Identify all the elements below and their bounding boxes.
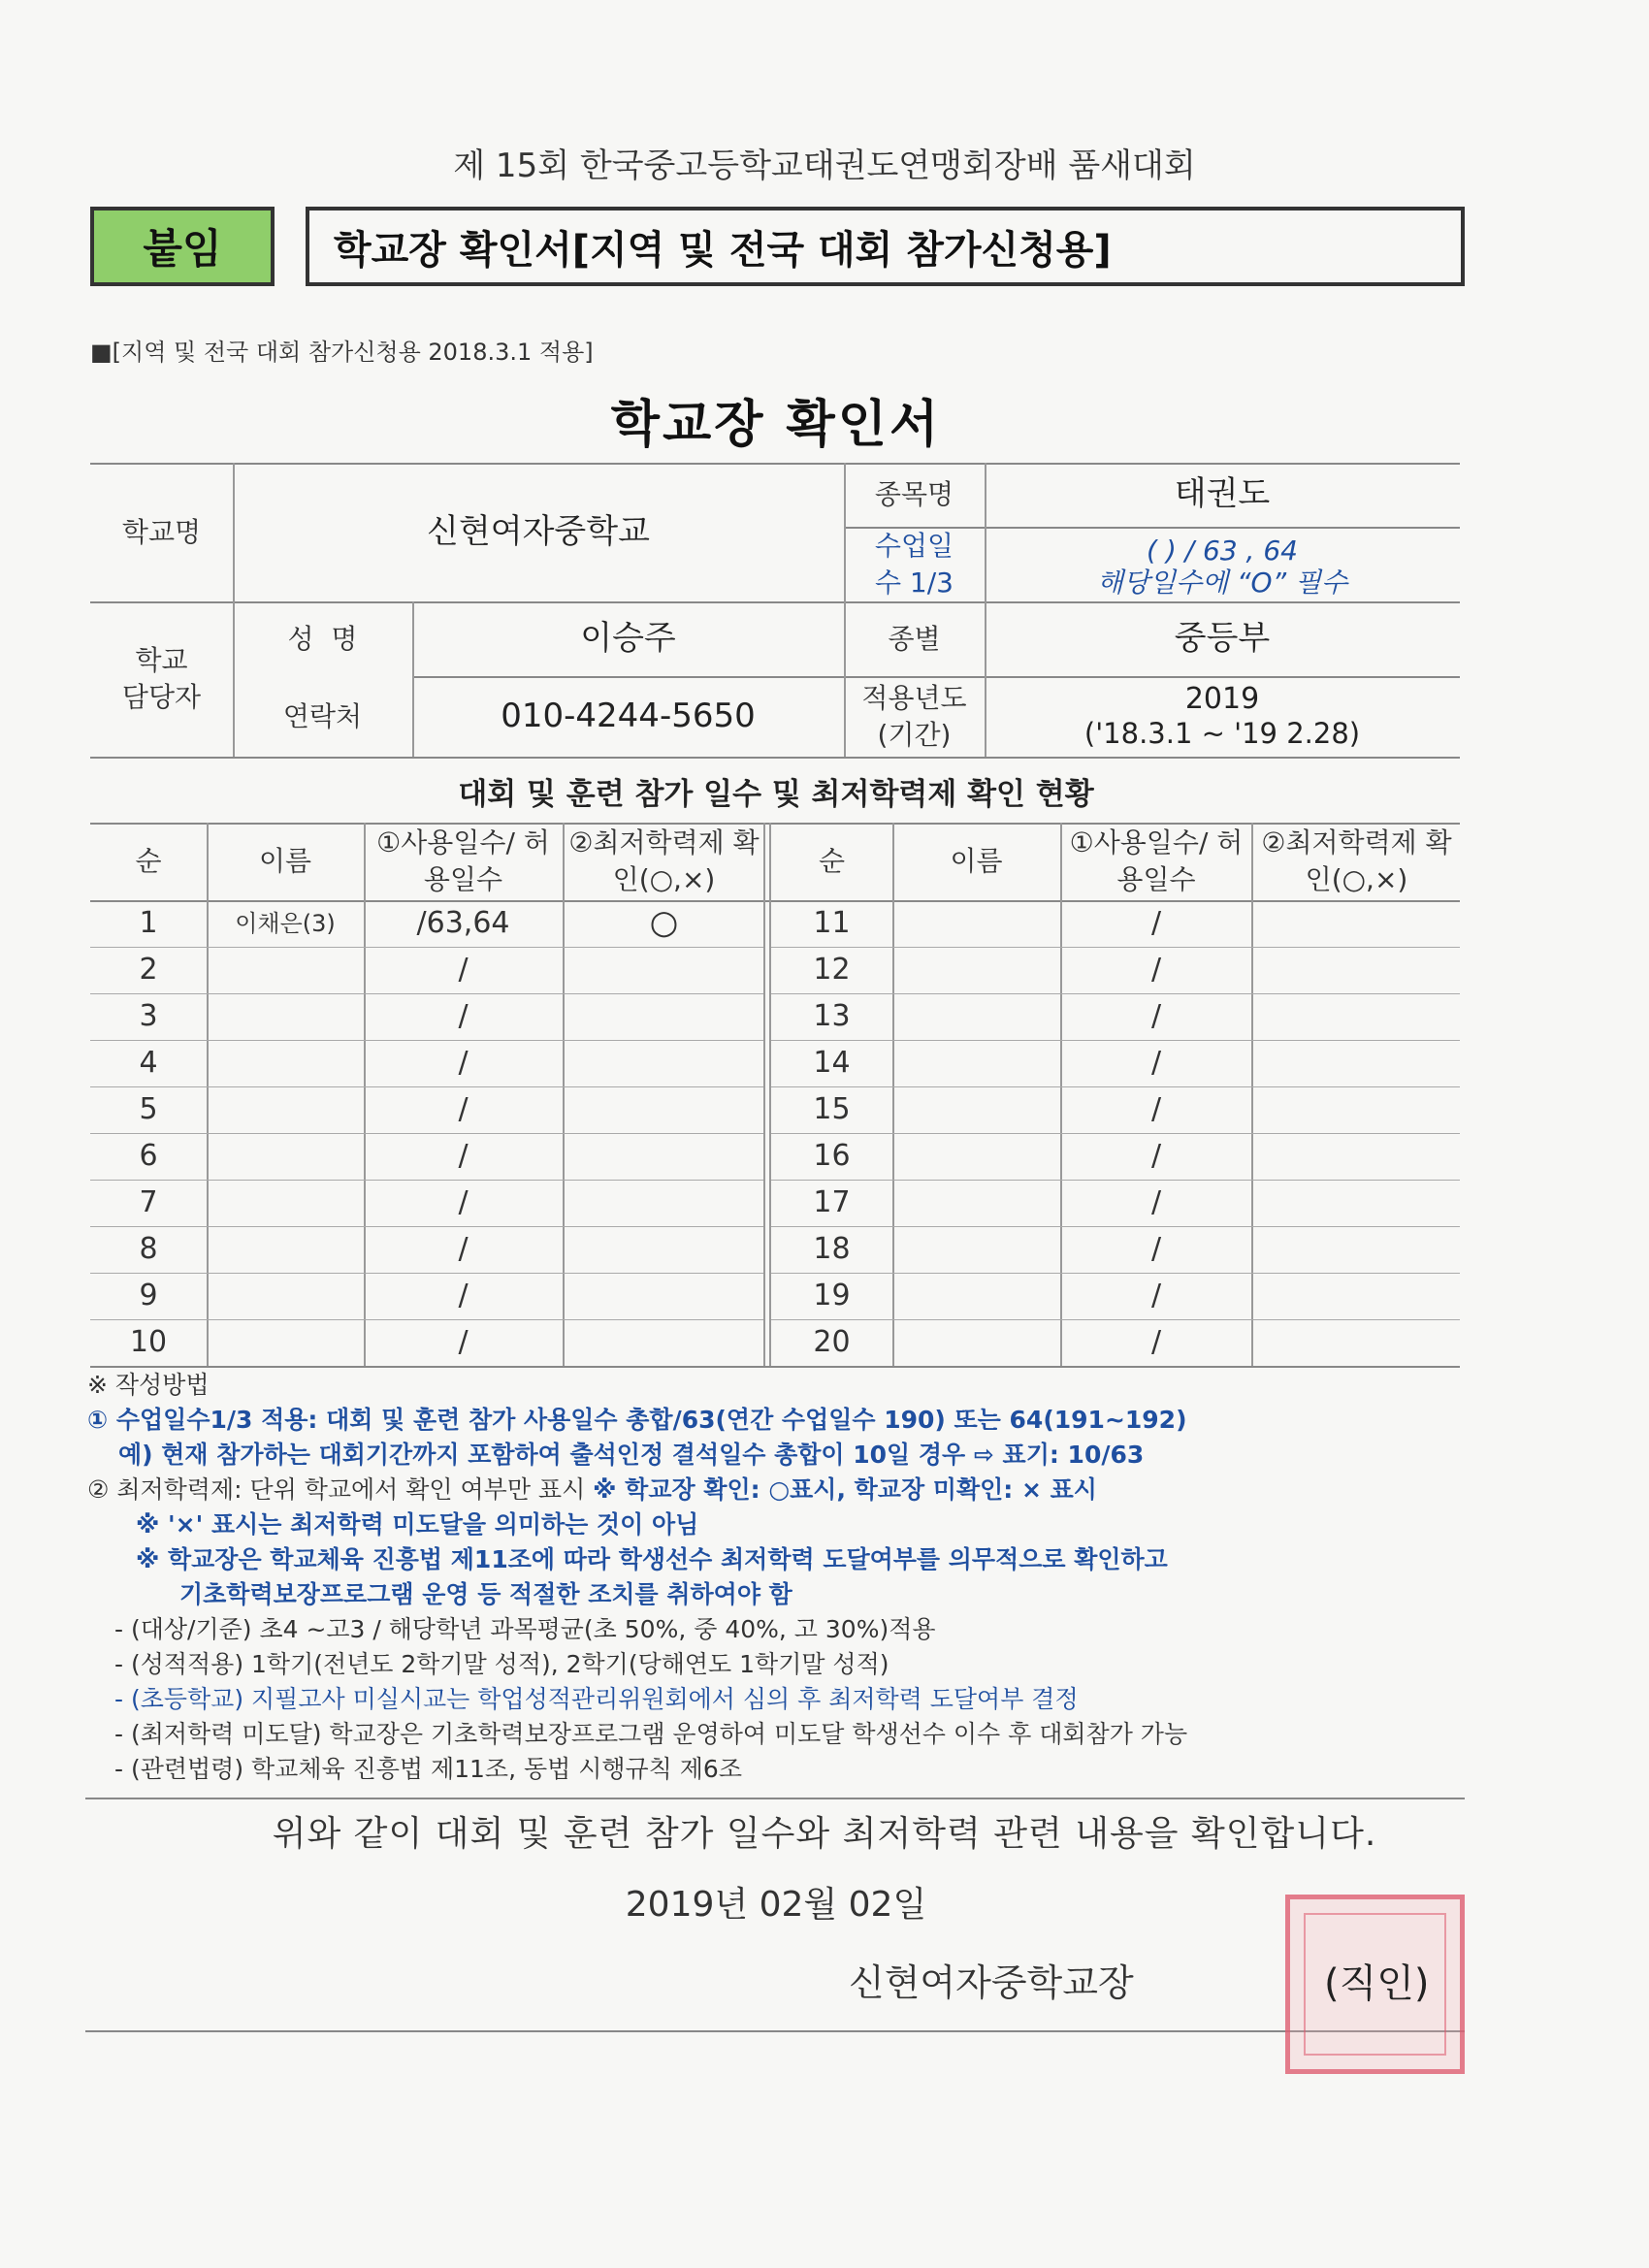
table-cell-check	[1253, 993, 1460, 1040]
table-cell-no: 5	[139, 1091, 158, 1126]
table-cell-no: 18	[813, 1231, 851, 1266]
table-cell-name	[892, 1133, 1060, 1180]
class-days-label: 수업일수 1/3	[874, 529, 954, 599]
name-value: 이승주	[580, 618, 676, 658]
phone-value: 010-4244-5650	[501, 696, 756, 735]
table-cell-name	[892, 993, 1060, 1040]
section-title: 대회 및 훈련 참가 일수 및 최저학력제 확인 현황	[458, 777, 1094, 812]
table-cell-no: 3	[139, 998, 158, 1033]
table-cell-check	[1253, 1273, 1460, 1319]
header-no: 순	[135, 845, 162, 878]
table-cell-check	[1253, 1040, 1460, 1086]
table-cell-check	[565, 1180, 763, 1226]
divider	[364, 823, 366, 1366]
table-cell-check	[565, 993, 763, 1040]
table-cell-check	[1253, 947, 1460, 993]
school-name-label: 학교명	[121, 515, 202, 548]
table-cell-check	[565, 947, 763, 993]
header-check: ②최저학력제 확인(○,×)	[568, 826, 760, 895]
year-label: 적용년도 (기간)	[861, 681, 967, 751]
detail-5: - (관련법령) 학교체육 진흥법 제11조, 동법 시행규칙 제6조	[114, 1755, 742, 1783]
event-value: 태권도	[1174, 474, 1271, 514]
principal-name: 신현여자중학교장	[849, 1961, 1134, 2004]
table-cell-no: 1	[139, 905, 158, 940]
category-value: 중등부	[1174, 618, 1271, 658]
table-cell-days: /	[458, 1231, 469, 1266]
table-cell-no: 9	[139, 1278, 158, 1312]
confirm-statement: 위와 같이 대회 및 훈련 참가 일수와 최저학력 관련 내용을 확인합니다.	[272, 1814, 1377, 1854]
table-cell-check	[1253, 1180, 1460, 1226]
header-check: ②최저학력제 확인(○,×)	[1261, 826, 1452, 895]
table-cell-days: /	[1150, 1138, 1162, 1173]
detail-2: - (성적적용) 1학기(전년도 2학기말 성적), 2학기(당해연도 1학기말 성적)	[114, 1650, 889, 1678]
table-cell-check	[565, 1273, 763, 1319]
table-cell-name	[892, 900, 1060, 947]
confirm-date: 2019년 02월 02일	[625, 1885, 927, 1925]
table-cell-days: /	[458, 1138, 469, 1173]
table-cell-no: 11	[813, 905, 851, 940]
table-cell-days: /	[1150, 1091, 1162, 1126]
table-cell-days: /	[458, 998, 469, 1033]
table-cell-no: 15	[813, 1091, 851, 1126]
note-2a-bold: ※ 학교장 확인: ○표시, 학교장 미확인: × 표시	[593, 1475, 1097, 1504]
header-no: 순	[818, 845, 846, 878]
table-cell-no: 6	[139, 1138, 158, 1173]
note-2b: ※ '×' 표시는 최저학력 미도달을 의미하는 것이 아님	[136, 1510, 699, 1539]
notes-heading: ※ 작성방법	[87, 1371, 210, 1399]
divider	[1060, 823, 1062, 1366]
event-label: 종목명	[874, 478, 954, 511]
phone-label: 연락처	[282, 699, 363, 732]
table-cell-days: /	[1150, 952, 1162, 987]
table-cell-days: /	[1150, 1324, 1162, 1359]
table-cell-name	[892, 947, 1060, 993]
table-cell-name	[892, 1273, 1060, 1319]
table-cell-days: /	[1150, 1231, 1162, 1266]
table-cell-no: 10	[129, 1324, 168, 1359]
table-cell-check	[1253, 1319, 1460, 1366]
contact-label: 학교 담당자	[121, 644, 202, 713]
table-cell-name	[207, 947, 364, 993]
event-title: 제 15회 한국중고등학교태권도연맹회장배 품새대회	[453, 146, 1196, 185]
class-days-value: ( ) / 63 , 64	[1147, 535, 1298, 567]
divider	[85, 2030, 1465, 2032]
table-cell-no: 2	[139, 952, 158, 987]
table-cell-check	[565, 1133, 763, 1180]
table-cell-name	[892, 1040, 1060, 1086]
table-cell-days: /	[458, 1091, 469, 1126]
detail-4: - (최저학력 미도달) 학교장은 기초학력보장프로그램 운영하여 미도달 학생선수 이수 후 대회참가 가능	[114, 1720, 1188, 1748]
table-cell-days: /	[458, 952, 469, 987]
table-cell-name	[207, 1040, 364, 1086]
table-cell-days: /	[458, 1324, 469, 1359]
category-label: 종별	[888, 622, 941, 655]
note-2a-plain: ② 최저학력제: 단위 학교에서 확인 여부만 표시	[87, 1475, 586, 1504]
table-cell-days: /	[1150, 1045, 1162, 1080]
table-cell-check	[1253, 1226, 1460, 1273]
table-cell-no: 19	[813, 1278, 851, 1312]
table-cell-name	[892, 1319, 1060, 1366]
note-2a	[87, 1473, 1484, 1507]
note-1a: ① 수업일수1/3 적용: 대회 및 훈련 참가 사용일수 총합/63(연간 수업일수 190) 또는 64(191~192)	[87, 1406, 1187, 1434]
school-name-value: 신현여자중학교	[427, 511, 650, 551]
header-days: ①사용일수/ 허용일수	[376, 826, 550, 895]
name-label: 성 명	[287, 622, 358, 655]
table-cell-no: 17	[813, 1184, 851, 1219]
table-cell-name	[207, 1226, 364, 1273]
table-cell-name	[207, 1180, 364, 1226]
table-cell-check	[565, 1319, 763, 1366]
table-cell-days: /	[1150, 1184, 1162, 1219]
table-cell-check	[1253, 900, 1460, 947]
header-name: 이름	[258, 845, 312, 878]
table-cell-name	[892, 1226, 1060, 1273]
attach-label: 붙임	[90, 207, 275, 286]
table-cell-check	[1253, 1086, 1460, 1133]
table-cell-name	[207, 1133, 364, 1180]
table-cell-no: 13	[813, 998, 851, 1033]
table-cell-no: 12	[813, 952, 851, 987]
header-name: 이름	[950, 845, 1003, 878]
table-cell-days: /	[1150, 905, 1162, 940]
table-cell-check	[565, 1040, 763, 1086]
main-title: 학교장 확인서	[610, 396, 942, 454]
table-cell-no: 16	[813, 1138, 851, 1173]
doc-title: 학교장 확인서[지역 및 전국 대회 참가신청용]	[306, 207, 1465, 286]
table-cell-no: 4	[139, 1045, 158, 1080]
year-value: 2019	[1184, 681, 1260, 716]
table-cell-name	[207, 1273, 364, 1319]
table-cell-no: 8	[139, 1231, 158, 1266]
table-cell-days: /63,64	[416, 905, 510, 940]
detail-3: - (초등학교) 지필고사 미실시교는 학업성적관리위원회에서 심의 후 최저학력 도달여부 결정	[114, 1685, 1079, 1713]
table-cell-name	[207, 993, 364, 1040]
header-days: ①사용일수/ 허용일수	[1069, 826, 1244, 895]
table-cell-days: /	[1150, 1278, 1162, 1312]
table-cell-days: /	[458, 1045, 469, 1080]
period-value: ('18.3.1 ~ '19 2.28)	[1083, 717, 1361, 751]
table-cell-no: 7	[139, 1184, 158, 1219]
table-cell-check	[565, 1086, 763, 1133]
note-1b: 예) 현재 참가하는 대회기간까지 포함하여 출석인정 결석일수 총합이 10일 경우 ⇨ 표기: 10/63	[118, 1441, 1145, 1469]
table-cell-no: 14	[813, 1045, 851, 1080]
table-cell-name	[207, 1086, 364, 1133]
table-cell-name: 이채은(3)	[235, 909, 336, 937]
table-cell-days: /	[1150, 998, 1162, 1033]
divider	[90, 757, 1460, 759]
divider	[85, 1798, 1465, 1799]
table-cell-days: /	[458, 1184, 469, 1219]
detail-1: - (대상/기준) 초4 ~고3 / 해당학년 과목평균(초 50%, 중 40%, 고 30%)적용	[114, 1615, 936, 1643]
divider	[763, 823, 765, 1366]
class-days-note: 해당일수에 “O” 필수	[1096, 567, 1348, 599]
applicable-note: ■[지역 및 전국 대회 참가신청용 2018.3.1 적용]	[90, 339, 594, 366]
note-2c: ※ 학교장은 학교체육 진흥법 제11조에 따라 학생선수 최저학력 도달여부를 의무적으로 확인하고	[136, 1545, 1168, 1573]
table-cell-no: 20	[813, 1324, 851, 1359]
table-cell-days: /	[458, 1278, 469, 1312]
writing-instructions	[87, 1368, 1484, 1787]
table-cell-check	[1253, 1133, 1460, 1180]
note-2d: 기초학력보장프로그램 운영 등 적절한 조치를 취하여야 함	[179, 1580, 792, 1608]
table-cell-check: ○	[649, 903, 679, 943]
table-cell-name	[892, 1086, 1060, 1133]
table-cell-name	[892, 1180, 1060, 1226]
table-cell-check	[565, 1226, 763, 1273]
seal-label: (직인)	[1324, 1961, 1430, 2006]
table-cell-name	[207, 1319, 364, 1366]
